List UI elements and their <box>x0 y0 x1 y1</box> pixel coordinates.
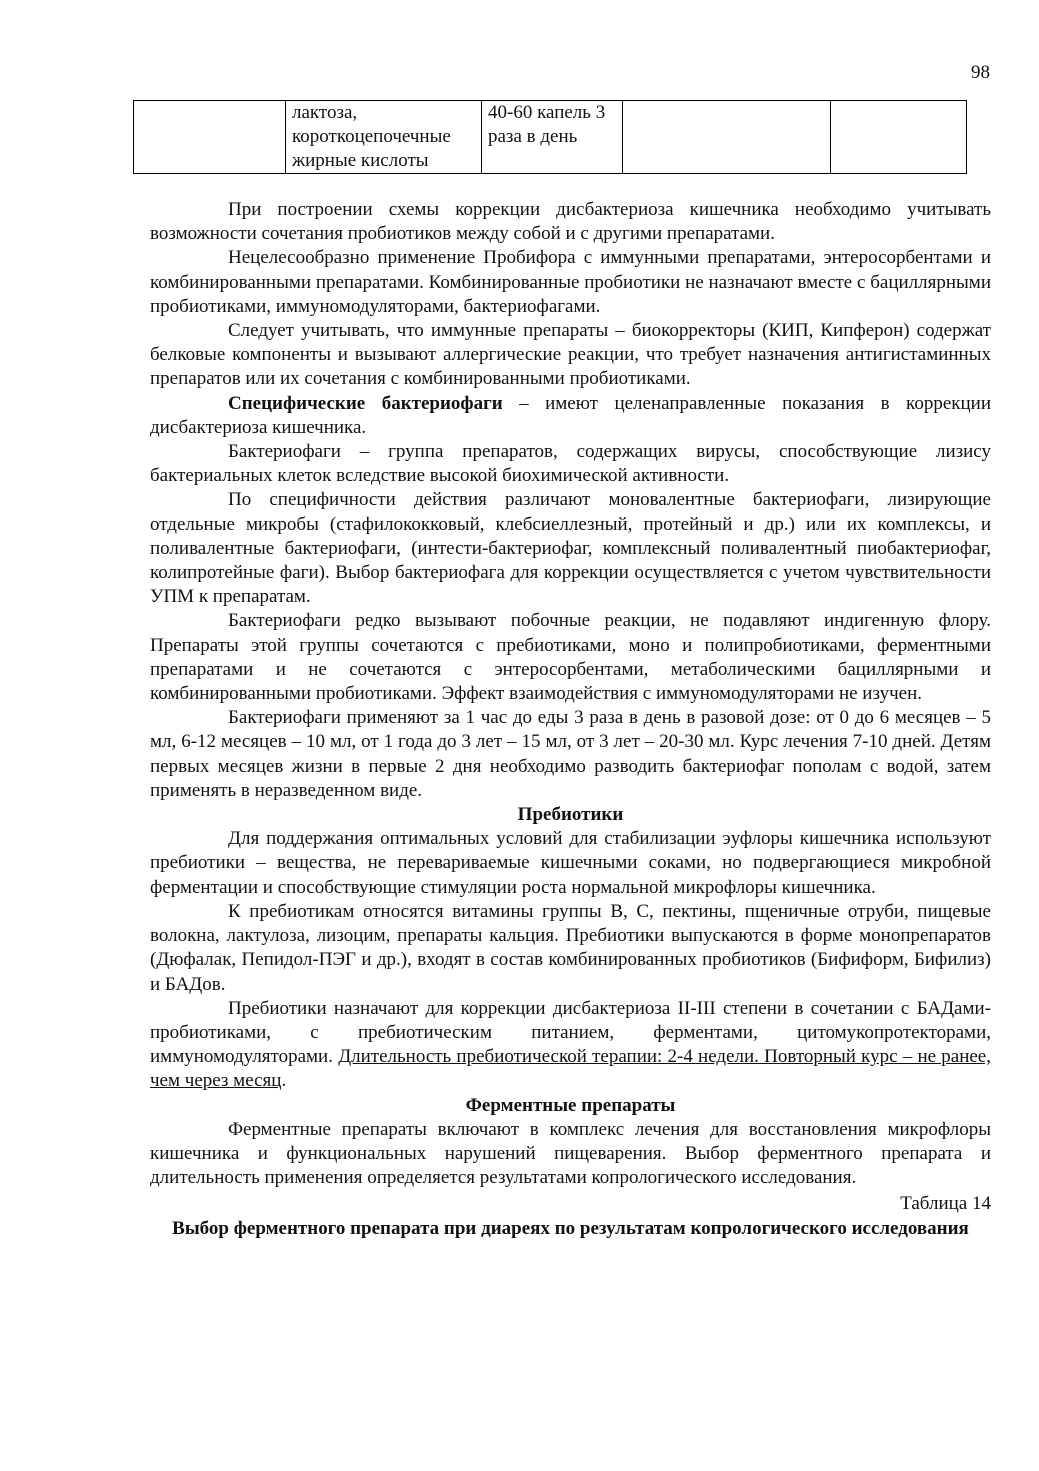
table-cell <box>623 101 831 174</box>
paragraph <box>150 392 991 440</box>
page-number: 98 <box>971 62 990 83</box>
paragraph: Бактериофаги применяют за 1 час до еды 3 раза в день в разовой дозе: от 0 до 6 месяцев – 5 мл, 6-12 месяцев – 10 мл, от 1 года до 3 лет – 15 мл, от 3 лет – 20-30 мл. Курс лечения 7-10 дней. Детям первых месяцев жизни в первые 2 дня необходимо разводить бактериофаг пополам с водой, затем применять в неразведенном виде. <box>150 707 991 801</box>
paragraph: К пребиотикам относятся витамины группы В, С, пектины, пщеничные отруби, пищевые волокна, лактулоза, лизоцим, препараты кальция. Пребиотики выпускаются в форме монопрепаратов (Дюфалак, Пепидол-ПЭГ и др.), входят в состав комбинированных пробиотиков (Бифиформ, Бифилиз) и БАДов. <box>150 900 991 995</box>
paragraph-text: . <box>281 1070 287 1092</box>
underlined-text: Длительность пребиотической терапии: 2-4 недели. Повторный курс – не ранее, чем через месяц <box>150 1046 991 1092</box>
paragraph: Бактериофаги – группа препаратов, содержащих вирусы, способствующие лизису бактериальных клеток вследствие высокой биохимической активности. <box>150 441 991 487</box>
section-heading-prebiotics: Пребиотики <box>517 804 624 826</box>
section-heading-enzymes: Ферментные препараты <box>465 1094 676 1116</box>
body-text <box>150 198 991 1241</box>
table-cell <box>831 101 967 174</box>
paragraph-text: Пребиотики назначают для коррекции дисбактериоза II-III степени в сочетании с БАДами-пробиотиками, с пребиотическим питанием, ферментами, цитомукопротекторами, иммуномодуляторами. <box>150 997 991 1068</box>
table-label: Таблица 14 <box>900 1193 991 1215</box>
paragraph: Нецелесообразно применение Пробифора с иммунными препаратами, энтеросорбентами и комбинированными препаратами. Комбинированные пробиотики не назначают вместе с бациллярными пробиотиками, иммуномодуляторами, бактериофагами. <box>150 247 991 317</box>
table-cell: лактоза, короткоцепочечные жирные кислоты <box>286 101 482 174</box>
table-title: Выбор ферментного препарата при диареях по результатам копрологического исследования <box>172 1217 969 1239</box>
paragraph: Бактериофаги редко вызывают побочные реакции, не подавляют индигенную флору. Препараты этой группы сочетаются с пребиотиками, моно и полипробиотиками, ферментными препаратами и не сочетаются с энтеросорбентами, метаболическими бациллярными и комбинированными пробиотиками. Эффект взаимодействия с иммуномодуляторами не изучен. <box>150 610 991 705</box>
paragraph: Для поддержания оптимальных условий для стабилизации эуфлоры кишечника используют пребиотики – вещества, не перевариваемые кишечными соками, но подвергающиеся микробной ферментации и способствующие стимуляции роста нормальной микрофлоры кишечника. <box>150 828 991 898</box>
paragraph: По специфичности действия различают моновалентные бактериофаги, лизирующие отдельные микробы (стафилококковый, клебсиеллезный, протейный и др.) или их комплексы, и поливалентные бактериофаги, (интести-бактериофаг, комплексный поливалентный пиобактериофаг, колипротейные фаги). Выбор бактериофага для коррекции осуществляется с учетом чувствительности УПМ к препаратам. <box>150 489 991 608</box>
continued-table <box>133 100 967 174</box>
table-cell <box>134 101 286 174</box>
table-cell: 40-60 капель 3 раза в день <box>482 101 623 174</box>
paragraph: Следует учитывать, что иммунные препараты – биокорректоры (КИП, Кипферон) содержат белковые компоненты и вызывают аллергические реакции, что требует назначения антигистаминных препаратов или их сочетания с комбинированными пробиотиками. <box>150 320 991 390</box>
paragraph: При построении схемы коррекции дисбактериоза кишечника необходимо учитывать возможности сочетания пробиотиков между собой и с другими препаратами. <box>150 199 991 245</box>
paragraph: Ферментные препараты включают в комплекс лечения для восстановления микрофлоры кишечника и функциональных нарушений пищеварения. Выбор ферментного препарата и длительность применения определяется результатами копрологического исследования. <box>150 1118 991 1189</box>
paragraph-text: – имеют целенаправленные показания в коррекции дисбактериоза кишечника. <box>150 392 991 438</box>
paragraph <box>150 997 991 1094</box>
table-row <box>134 101 967 174</box>
bold-term: Специфические бактериофаги <box>228 392 503 414</box>
